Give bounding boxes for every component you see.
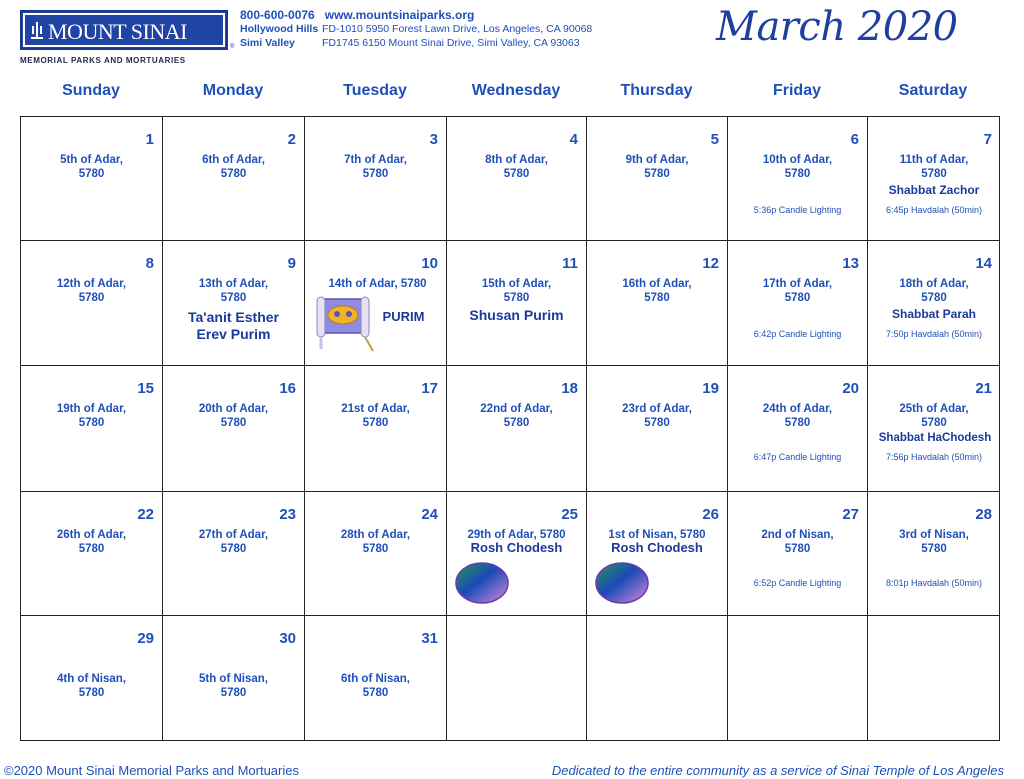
day-cell-2[interactable]: [163, 117, 305, 241]
weekday-header-friday: Friday: [772, 82, 821, 99]
hebrew-date: 2nd of Nisan, 5780: [761, 529, 834, 555]
location-address-hollywood: FD-1010 5950 Forest Lawn Drive, Los Angeles, CA 90068: [322, 23, 593, 35]
day-number: 25: [561, 506, 578, 523]
weekday-header-wednesday: Wednesday: [471, 82, 561, 99]
day-number: 20: [842, 380, 859, 397]
hebrew-date: 28th of Adar, 5780: [340, 529, 411, 555]
day-cell-21[interactable]: [868, 366, 1000, 492]
day-number: 11: [562, 255, 578, 272]
day-cell-6[interactable]: [728, 117, 868, 241]
day-number: 17: [421, 380, 438, 397]
day-number: 2: [287, 131, 296, 148]
hebrew-date: 23rd of Adar, 5780: [622, 403, 692, 429]
day-cell-25[interactable]: [447, 492, 587, 616]
empty-cell: [868, 616, 1000, 740]
logo-box: [20, 10, 228, 50]
hebrew-date: 17th of Adar, 5780: [762, 278, 833, 304]
empty-cell: [728, 616, 868, 740]
holiday-label: Ta'anit Esther Erev Purim: [188, 309, 279, 342]
day-cell-14[interactable]: [868, 241, 1000, 366]
hebrew-date: 5th of Adar, 5780: [60, 154, 123, 180]
day-number: 26: [702, 506, 719, 523]
day-cell-26[interactable]: [587, 492, 728, 616]
day-number: 6: [850, 131, 859, 148]
hebrew-date: 19th of Adar, 5780: [56, 403, 127, 429]
day-number: 23: [279, 506, 296, 523]
new-moon-icon: [593, 560, 651, 611]
logo-registered-mark: ®: [230, 44, 235, 50]
day-cell-16[interactable]: [163, 366, 305, 492]
day-cell-18[interactable]: [447, 366, 587, 492]
day-number: 8: [145, 255, 154, 272]
footer-dedication: Dedicated to the entire community as a service of Sinai Temple of Los Angeles: [551, 763, 1004, 778]
logo-subtitle: MEMORIAL PARKS AND MORTUARIES: [20, 56, 186, 65]
day-cell-3[interactable]: [305, 117, 447, 241]
holiday-label: Shusan Purim: [469, 307, 564, 323]
day-cell-23[interactable]: [163, 492, 305, 616]
day-number: 4: [569, 131, 578, 148]
weekday-header-tuesday: Tuesday: [343, 82, 407, 99]
day-cell-31[interactable]: [305, 616, 447, 740]
location-label-hollywood: Hollywood Hills: [240, 23, 319, 35]
hebrew-date: 25th of Adar, 5780: [899, 403, 969, 429]
logo: [20, 10, 235, 66]
day-number: 1: [145, 131, 154, 148]
hebrew-date: 10th of Adar, 5780: [762, 154, 833, 180]
hebrew-date: 4th of Nisan, 5780: [56, 673, 126, 699]
hebrew-date: 8th of Adar, 5780: [485, 154, 548, 180]
day-number: 12: [702, 255, 719, 272]
day-cell-20[interactable]: [728, 366, 868, 492]
havdalah-time: 6:45p Havdalah (50min): [885, 205, 983, 215]
day-number: 30: [279, 630, 296, 647]
weekday-header-monday: Monday: [202, 82, 264, 99]
day-cell-1[interactable]: [21, 117, 163, 241]
contact-info: [240, 8, 592, 50]
hebrew-date: 20th of Adar, 5780: [198, 403, 269, 429]
hebrew-date: 1st of Nisan, 5780: [608, 529, 706, 541]
website-link[interactable]: www.mountsinaiparks.org: [324, 8, 475, 22]
day-number: 9: [287, 255, 296, 272]
hebrew-date: 7th of Adar, 5780: [344, 154, 407, 180]
hebrew-date: 14th of Adar, 5780: [328, 278, 427, 290]
day-cell-15[interactable]: [21, 366, 163, 492]
day-number: 21: [975, 380, 992, 397]
day-cell-28[interactable]: [868, 492, 1000, 616]
hebrew-date: 9th of Adar, 5780: [625, 154, 689, 180]
hebrew-date: 13th of Adar, 5780: [198, 278, 269, 304]
weekday-header-thursday: Thursday: [620, 82, 693, 99]
hebrew-date: 15th of Adar, 5780: [481, 278, 552, 304]
day-number: 28: [975, 506, 992, 523]
location-label-simi: Simi Valley: [240, 37, 295, 49]
holiday-label: Shabbat Zachor: [888, 183, 980, 197]
hebrew-date: 16th of Adar, 5780: [622, 278, 692, 304]
month-title: March 2020: [716, 4, 958, 50]
hebrew-date: 21st of Adar, 5780: [341, 403, 410, 429]
holiday-label: PURIM: [382, 309, 425, 324]
day-cell-9[interactable]: [163, 241, 305, 366]
day-number: 15: [137, 380, 154, 397]
holiday-label: Shabbat Parah: [891, 307, 977, 321]
day-number: 22: [137, 506, 154, 523]
hebrew-date: 26th of Adar, 5780: [56, 529, 127, 555]
calendar-grid: [20, 116, 1000, 741]
hebrew-date: 3rd of Nisan, 5780: [899, 529, 969, 555]
hebrew-date: 27th of Adar, 5780: [198, 529, 269, 555]
hebrew-date: 24th of Adar, 5780: [762, 403, 833, 429]
menorah-logo-icon: [30, 20, 44, 40]
hebrew-date: 18th of Adar, 5780: [899, 278, 969, 304]
hebrew-date: 29th of Adar, 5780: [467, 529, 566, 541]
day-number: 3: [429, 131, 438, 148]
candle-lighting-time: 6:47p Candle Lighting: [753, 452, 842, 462]
phone-number[interactable]: 800-600-0076: [240, 8, 315, 22]
purim-scroll-icon: [313, 293, 375, 360]
day-cell-8[interactable]: [21, 241, 163, 366]
holiday-label: Shabbat HaChodesh: [878, 432, 992, 444]
hebrew-date: 5th of Nisan, 5780: [198, 673, 268, 699]
empty-cell: [447, 616, 587, 740]
location-address-simi: FD1745 6150 Mount Sinai Drive, Simi Valley, CA 93063: [322, 37, 580, 49]
day-number: 24: [421, 506, 438, 523]
footer-copyright: ©2020 Mount Sinai Memorial Parks and Mortuaries: [4, 763, 299, 778]
empty-cell: [587, 616, 728, 740]
day-cell-24[interactable]: [305, 492, 447, 616]
hebrew-date: 6th of Nisan, 5780: [340, 673, 410, 699]
hebrew-date: 12th of Adar, 5780: [56, 278, 127, 304]
havdalah-time: 8:01p Havdalah (50min): [885, 578, 983, 588]
candle-lighting-time: 6:42p Candle Lighting: [753, 329, 842, 339]
hebrew-date: 22nd of Adar, 5780: [480, 403, 553, 429]
day-number: 10: [421, 255, 438, 272]
day-cell-30[interactable]: [163, 616, 305, 740]
havdalah-time: 7:50p Havdalah (50min): [885, 329, 983, 339]
candle-lighting-time: 5:36p Candle Lighting: [753, 205, 842, 215]
day-cell-19[interactable]: [587, 366, 728, 492]
logo-text: MOUNT SINAI: [48, 19, 187, 44]
day-cell-11[interactable]: [447, 241, 587, 366]
new-moon-icon: [453, 560, 511, 611]
weekday-header-saturday: Saturday: [898, 82, 968, 99]
day-cell-13[interactable]: [728, 241, 868, 366]
day-number: 14: [975, 255, 992, 272]
day-cell-4[interactable]: [447, 117, 587, 241]
day-cell-22[interactable]: [21, 492, 163, 616]
day-number: 27: [842, 506, 859, 523]
day-number: 16: [279, 380, 296, 397]
candle-lighting-time: 6:52p Candle Lighting: [753, 578, 842, 588]
day-cell-17[interactable]: [305, 366, 447, 492]
holiday-label: Rosh Chodesh: [470, 540, 563, 555]
day-cell-12[interactable]: [587, 241, 728, 366]
day-number: 7: [983, 131, 992, 148]
day-cell-7[interactable]: [868, 117, 1000, 241]
hebrew-date: 6th of Adar, 5780: [202, 154, 265, 180]
holiday-label: Rosh Chodesh: [611, 540, 703, 555]
havdalah-time: 7:56p Havdalah (50min): [885, 452, 983, 462]
day-number: 31: [421, 630, 438, 647]
day-cell-5[interactable]: [587, 117, 728, 241]
day-cell-27[interactable]: [728, 492, 868, 616]
day-number: 5: [710, 131, 719, 148]
day-number: 29: [137, 630, 154, 647]
day-cell-29[interactable]: [21, 616, 163, 740]
day-number: 19: [702, 380, 719, 397]
weekday-header-sunday: Sunday: [62, 82, 120, 99]
day-number: 18: [561, 380, 578, 397]
day-number: 13: [842, 255, 859, 272]
day-cell-10[interactable]: [305, 241, 447, 366]
hebrew-date: 11th of Adar, 5780: [899, 154, 969, 180]
